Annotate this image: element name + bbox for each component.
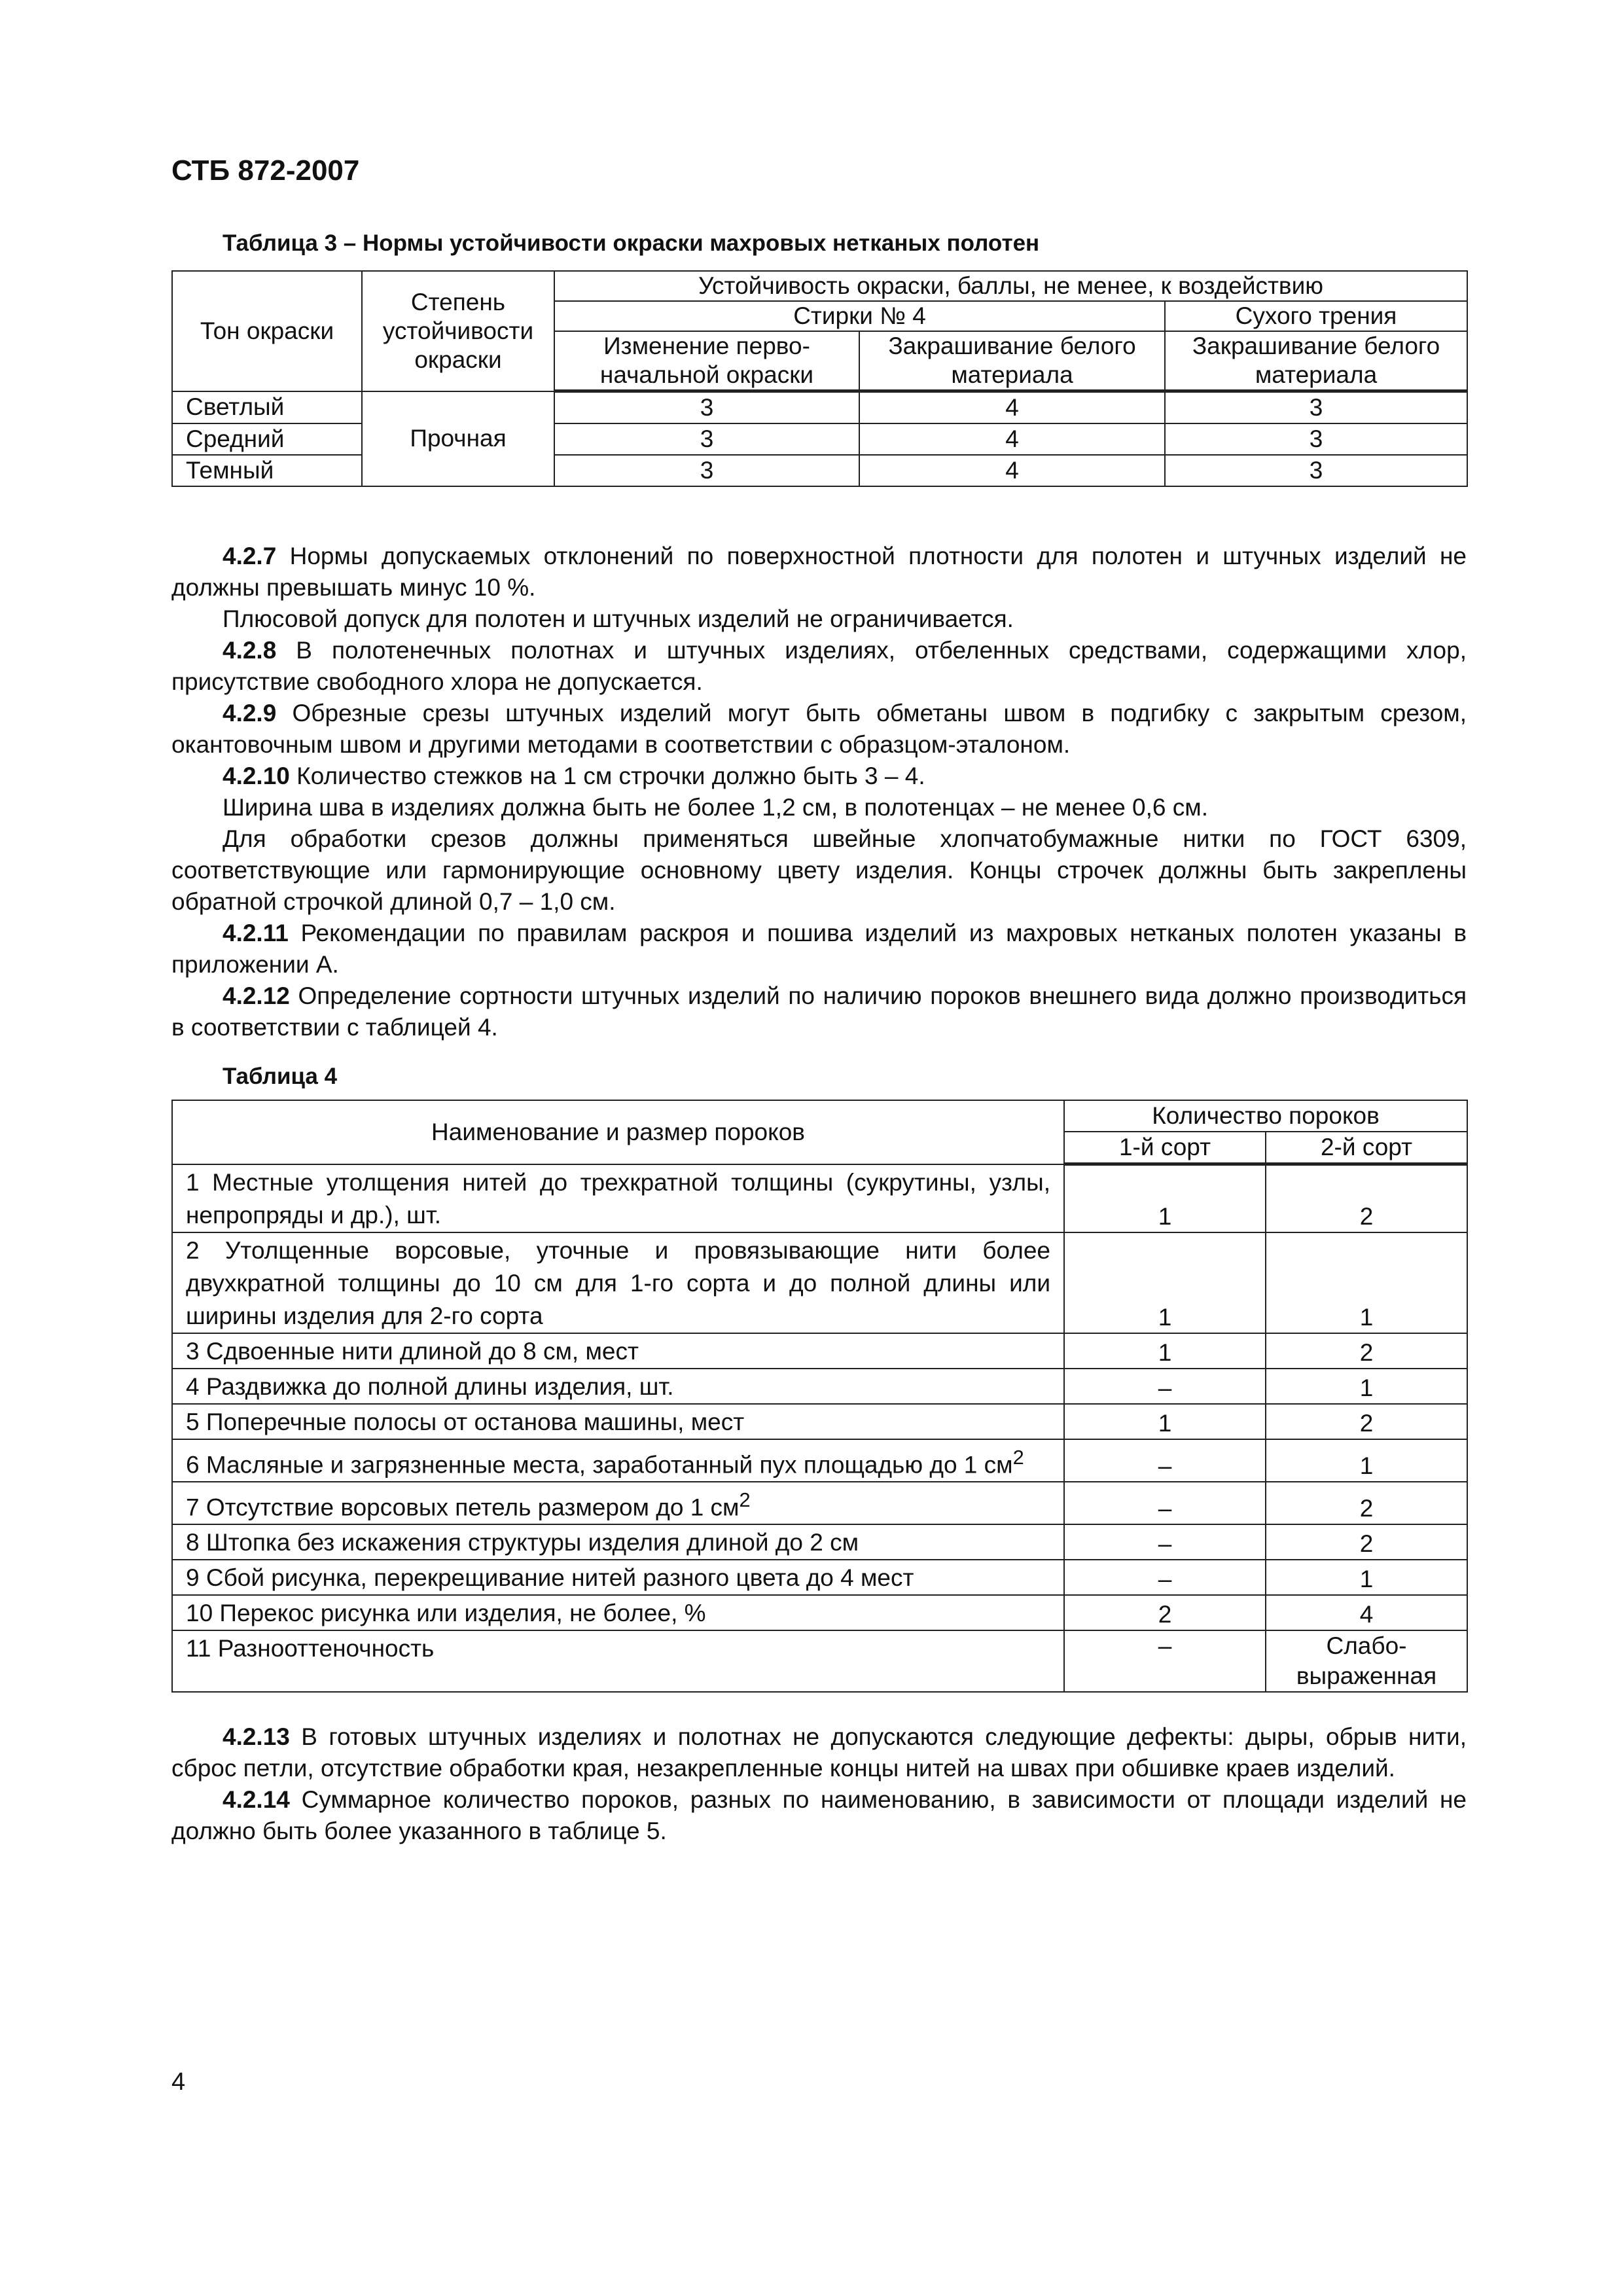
superscript: 2 [1012, 1445, 1024, 1469]
table3-header-staining-rub: Закрашивание белого материала [1165, 331, 1467, 391]
defect-name-cell: 11 Разнооттеночность [172, 1630, 1064, 1692]
paragraph [171, 1784, 1467, 1847]
clause-number: 4.2.14 [223, 1786, 290, 1813]
clause-text: В готовых штучных изделиях и полотнах не допускаются следующие дефекты: дыры, обрыв нити, сброс петли, отсутствие обработки края, незакрепленные концы нитей на швах при обшивке краев изделий. [171, 1723, 1467, 1782]
clause-text: В полотенечных полотнах и штучных изделиях, отбеленных средствами, содержащими хлор, присутствие свободного хлора не допускается. [171, 637, 1467, 695]
clause-text: Нормы допускаемых отклонений по поверхностной плотности для полотен и штучных изделий не должны превышать минус 10 %. [171, 543, 1467, 601]
table4-caption: Таблица 4 [223, 1064, 338, 1089]
table3-change-cell: 3 [554, 455, 859, 486]
table-row [172, 1404, 1467, 1439]
table3-staining-wash-cell: 4 [859, 391, 1165, 424]
grade1-cell: – [1064, 1630, 1266, 1692]
clause-text: Рекомендации по правилам раскроя и пошива изделий из махровых нетканых полотен указаны в приложении А. [171, 920, 1467, 978]
paragraph [171, 823, 1467, 918]
clause-number: 4.2.8 [223, 637, 277, 664]
grade1-cell: – [1064, 1369, 1266, 1404]
paragraph [171, 541, 1467, 603]
grade2-cell: 2 [1266, 1524, 1467, 1560]
grade1-cell: 2 [1064, 1595, 1266, 1630]
table3-degree-cell: Прочная [362, 391, 554, 487]
table3-header-dry-rub: Сухого трения [1165, 301, 1467, 331]
grade1-cell: – [1064, 1439, 1266, 1482]
defect-name-cell: 10 Перекос рисунка или изделия, не более, % [172, 1595, 1064, 1630]
clauses-4-2-7-to-4-2-12 [171, 541, 1467, 1043]
clauses-4-2-13-to-4-2-14 [171, 1721, 1467, 1847]
table3 [171, 270, 1468, 487]
grade1-cell: 1 [1064, 1404, 1266, 1439]
grade2-cell: 1 [1266, 1439, 1467, 1482]
paragraph [171, 761, 1467, 792]
table3-header-fastness: Устойчивость окраски, баллы, не менее, к воздействию [554, 271, 1467, 301]
paragraph [171, 698, 1467, 761]
defect-name-cell: 5 Поперечные полосы от останова машины, мест [172, 1404, 1064, 1439]
clause-text: Количество стежков на 1 см строчки должно быть 3 – 4. [289, 762, 925, 789]
defect-name-cell [172, 1439, 1064, 1482]
clause-text: Плюсовой допуск для полотен и штучных изделий не ограничивается. [223, 605, 1014, 632]
table3-change-cell: 3 [554, 391, 859, 424]
table4 [171, 1100, 1468, 1693]
clause-text: Ширина шва в изделиях должна быть не более 1,2 см, в полотенцах – не менее 0,6 см. [223, 794, 1208, 821]
grade2-cell: 2 [1266, 1482, 1467, 1524]
paragraph [171, 603, 1467, 635]
table3-header-tone: Тон окраски [172, 271, 362, 391]
clause-text: Определение сортности штучных изделий по наличию пороков внешнего вида должно производиться в соответствии с таблицей 4. [171, 982, 1467, 1041]
grade1-cell: 1 [1064, 1333, 1266, 1369]
table3-change-cell: 3 [554, 423, 859, 455]
grade1-cell: 1 [1064, 1164, 1266, 1232]
clause-number: 4.2.9 [223, 700, 277, 726]
defect-name-cell [172, 1482, 1064, 1524]
table-row [172, 1560, 1467, 1595]
table3-caption: Таблица 3 – Нормы устойчивости окраски махровых нетканых полотен [223, 230, 1040, 256]
grade2-cell: Слабо-выраженная [1266, 1630, 1467, 1692]
paragraph [171, 792, 1467, 823]
table3-tone-cell: Светлый [172, 391, 362, 424]
table-row [172, 1232, 1467, 1333]
table4-header-grade2: 2-й сорт [1266, 1132, 1467, 1164]
grade1-cell: – [1064, 1560, 1266, 1595]
table-row [172, 1595, 1467, 1630]
defect-name-text: 7 Отсутствие ворсовых петель размером до 1 см [186, 1494, 740, 1521]
clause-number: 4.2.13 [223, 1723, 290, 1750]
clause-text: Обрезные срезы штучных изделий могут быть обметаны швом в подгибку с закрытым срезом, окантовочным швом и другими методами в соответствии с образцом-эталоном. [171, 700, 1467, 758]
table-row [172, 1333, 1467, 1369]
clause-number: 4.2.7 [223, 543, 277, 569]
table-row [172, 391, 1467, 424]
table-row [172, 1482, 1467, 1524]
defect-name-cell: 4 Раздвижка до полной длины изделия, шт. [172, 1369, 1064, 1404]
table3-header-staining-wash: Закрашивание белого материала [859, 331, 1165, 391]
defect-name-cell: 9 Сбой рисунка, перекрещивание нитей разного цвета до 4 мест [172, 1560, 1064, 1595]
grade1-cell: – [1064, 1524, 1266, 1560]
table4-header-grade1: 1-й сорт [1064, 1132, 1266, 1164]
defect-name-cell: 3 Сдвоенные нити длиной до 8 см, мест [172, 1333, 1064, 1369]
defect-name-cell: 8 Штопка без искажения структуры изделия длиной до 2 см [172, 1524, 1064, 1560]
superscript: 2 [739, 1488, 751, 1511]
clause-text: Суммарное количество пороков, разных по наименованию, в зависимости от площади изделий не должно быть более указанного в таблице 5. [171, 1786, 1467, 1844]
document-code: СТБ 872-2007 [171, 154, 360, 187]
grade2-cell: 1 [1266, 1560, 1467, 1595]
clause-number: 4.2.10 [223, 762, 290, 789]
defect-name-cell: 2 Утолщенные ворсовые, уточные и провязывающие нити более двухкратной толщины до 10 см для 1-го сорта и до полной длины или ширины изделия для 2-го сорта [172, 1232, 1064, 1333]
clause-number: 4.2.11 [223, 920, 289, 946]
paragraph [171, 980, 1467, 1043]
grade2-cell: 2 [1266, 1404, 1467, 1439]
clause-text: Для обработки срезов должны применяться швейные хлопчатобумажные нитки по ГОСТ 6309, соответствующие или гармонирующие основному цвету изделия. Концы строчек должны быть закреплены обратной строчкой длиной 0,7 – 1,0 см. [171, 825, 1467, 915]
table-row [172, 1369, 1467, 1404]
table4-header-count: Количество пороков [1064, 1100, 1467, 1132]
table3-header-change: Изменение перво-начальной окраски [554, 331, 859, 391]
table-row [172, 1439, 1467, 1482]
grade1-cell: – [1064, 1482, 1266, 1524]
defect-name-cell: 1 Местные утолщения нитей до трехкратной толщины (сукрутины, узлы, непропряды и др.), шт. [172, 1164, 1064, 1232]
table-row [172, 1524, 1467, 1560]
table3-header-washing: Стирки № 4 [554, 301, 1165, 331]
table3-header-degree: Степень устойчивости окраски [362, 271, 554, 391]
table-row [172, 1630, 1467, 1692]
grade2-cell: 2 [1266, 1333, 1467, 1369]
table3-staining-wash-cell: 4 [859, 455, 1165, 486]
grade2-cell: 1 [1266, 1232, 1467, 1333]
table-row [172, 1164, 1467, 1232]
paragraph [171, 635, 1467, 698]
table3-staining-rub-cell: 3 [1165, 391, 1467, 424]
grade2-cell: 4 [1266, 1595, 1467, 1630]
paragraph [171, 918, 1467, 980]
table3-tone-cell: Темный [172, 455, 362, 486]
table3-staining-rub-cell: 3 [1165, 423, 1467, 455]
clause-number: 4.2.12 [223, 982, 290, 1009]
grade2-cell: 2 [1266, 1164, 1467, 1232]
table3-staining-rub-cell: 3 [1165, 455, 1467, 486]
paragraph [171, 1721, 1467, 1784]
table3-tone-cell: Средний [172, 423, 362, 455]
table3-staining-wash-cell: 4 [859, 423, 1165, 455]
grade1-cell: 1 [1064, 1232, 1266, 1333]
page-number: 4 [171, 2068, 186, 2096]
table4-header-name: Наименование и размер пороков [172, 1100, 1064, 1164]
grade2-cell: 1 [1266, 1369, 1467, 1404]
defect-name-text: 6 Масляные и загрязненные места, заработанный пух площадью до 1 см [186, 1450, 1013, 1478]
